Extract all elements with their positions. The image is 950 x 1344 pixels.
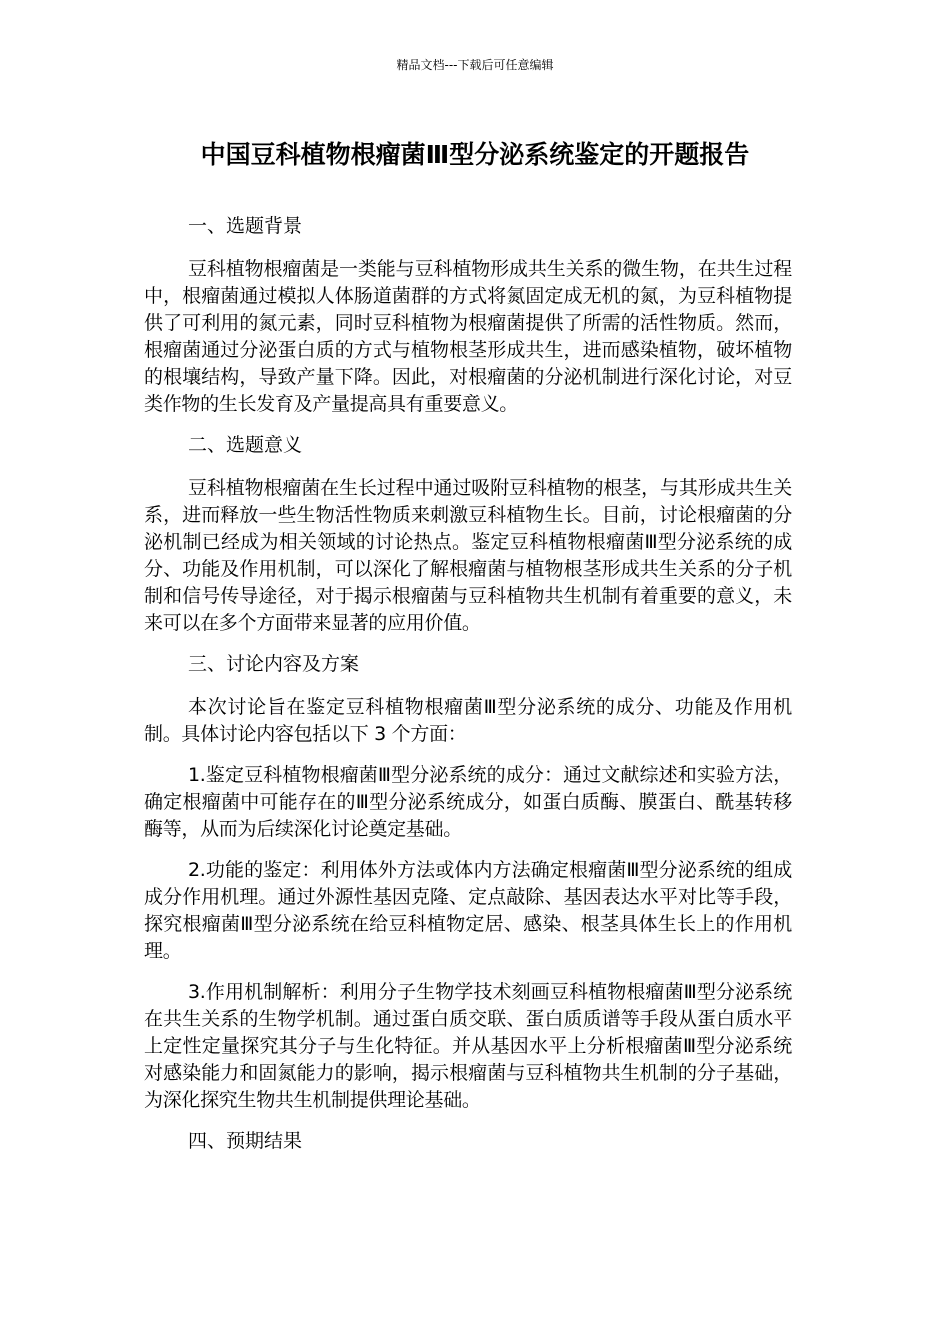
section-heading: 二、选题意义 — [188, 434, 303, 456]
body-paragraph: 豆科植物根瘤菌是一类能与豆科植物形成共生关系的微生物，在共生过程中，根瘤菌通过模拟人体肠道菌群的方式将氮固定成无机的氮，为豆科植物提供了可利用的氮元素，同时豆科植物为根瘤菌提供了所需的活性物质。然而，根瘤菌通过分泌蛋白质的方式与植物根茎形成共生，进而感染植物，破坏植物的根壤结构，导致产量下降。因此，对根瘤菌的分泌机制进行深化讨论，对豆类作物的生长发育及产量提高具有重要意义。 — [144, 258, 792, 415]
page-header-note: 精品文档---下载后可任意编辑 — [396, 58, 554, 72]
section-heading: 三、讨论内容及方案 — [188, 653, 360, 675]
list-item-3: 3.作用机制解析：利用分子生物学技术刻画豆科植物根瘤菌Ⅲ型分泌系统在共生关系的生物学机制。通过蛋白质交联、蛋白质质谱等手段从蛋白质水平上定性定量探究其分子与生化特征。并从基因水平上分析根瘤菌Ⅲ型分泌系统对感染能力和固氮能力的影响，揭示根瘤菌与豆科植物共生机制的分子基础，为深化探究生物共生机制提供理论基础。 — [144, 981, 792, 1111]
section-background — [144, 213, 792, 432]
body-paragraph: 本次讨论旨在鉴定豆科植物根瘤菌Ⅲ型分泌系统的成分、功能及作用机制。具体讨论内容包括以下 3 个方面： — [144, 696, 792, 745]
body-paragraph: 豆科植物根瘤菌在生长过程中通过吸附豆科植物的根茎，与其形成共生关系，进而释放一些生物活性物质来刺激豆科植物生长。目前，讨论根瘤菌的分泌机制已经成为相关领域的讨论热点。鉴定豆科植物根瘤菌Ⅲ型分泌系统的成分、功能及作用机制，可以深化了解根瘤菌与植物根茎形成共生关系的分子机制和信号传导途径，对于揭示根瘤菌与豆科植物共生机制有着重要的意义，未来可以在多个方面带来显著的应用价值。 — [144, 477, 792, 634]
section-heading: 一、选题背景 — [188, 215, 303, 237]
section-heading: 四、预期结果 — [188, 1130, 303, 1152]
document-body — [144, 213, 792, 1155]
section-expected-results — [144, 1128, 792, 1155]
section-research-content — [144, 651, 792, 1128]
list-item-1: 1.鉴定豆科植物根瘤菌Ⅲ型分泌系统的成分：通过文献综述和实验方法，确定根瘤菌中可能存在的Ⅲ型分泌系统成分，如蛋白质酶、膜蛋白、酰基转移酶等，从而为后续深化讨论奠定基础。 — [144, 764, 792, 840]
section-significance — [144, 432, 792, 651]
list-item-2: 2.功能的鉴定：利用体外方法或体内方法确定根瘤菌Ⅲ型分泌系统的组成成分作用机理。通过外源性基因克隆、定点敲除、基因表达水平对比等手段，探究根瘤菌Ⅲ型分泌系统在给豆科植物定居、感染、根茎具体生长上的作用机理。 — [144, 859, 792, 962]
document-title: 中国豆科植物根瘤菌Ⅲ型分泌系统鉴定的开题报告 — [200, 140, 750, 169]
